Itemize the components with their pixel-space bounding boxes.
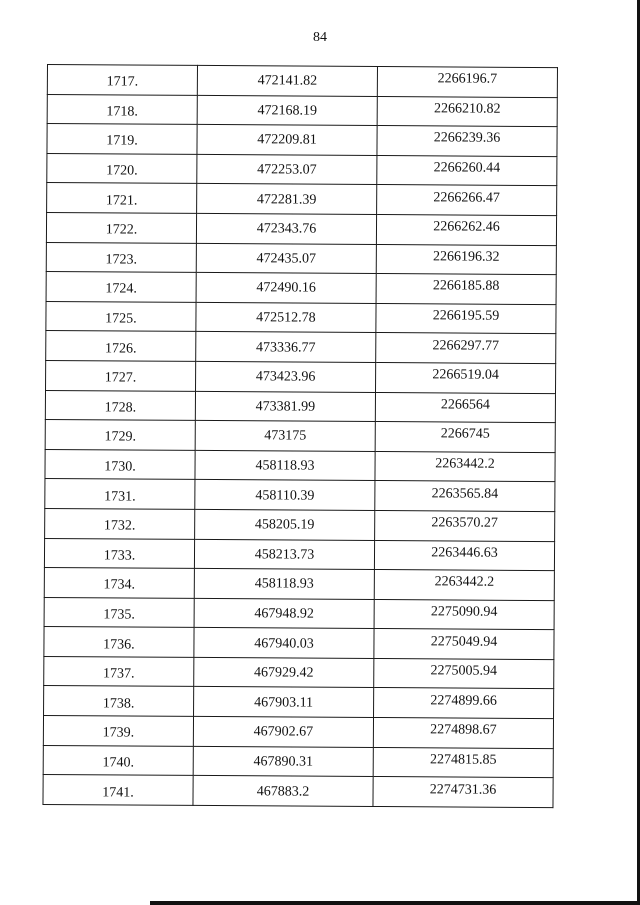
x-coordinate-cell (196, 213, 376, 244)
y-coordinate-cell-text: 2275049.94 (430, 633, 498, 650)
x-coordinate-cell (193, 746, 373, 777)
y-coordinate-cell (373, 718, 553, 749)
point-number-cell (46, 272, 196, 303)
point-number-cell-text: 1726. (104, 341, 137, 357)
point-number-cell (43, 745, 193, 776)
x-coordinate-cell-text: 473175 (264, 428, 307, 445)
point-number-cell (44, 627, 194, 658)
y-coordinate-cell-text: 2266239.36 (433, 130, 501, 147)
point-number-cell-text: 1730. (104, 459, 136, 475)
point-number-cell (45, 420, 195, 451)
x-coordinate-cell (196, 273, 376, 304)
x-coordinate-cell (195, 509, 375, 540)
y-coordinate-cell (377, 185, 557, 216)
x-coordinate-cell-text: 467883.2 (256, 783, 310, 800)
x-coordinate-cell-text: 467902.67 (253, 724, 314, 740)
y-coordinate-cell (377, 126, 557, 157)
point-number-cell (43, 775, 193, 806)
x-coordinate-cell (197, 184, 377, 215)
point-number-cell (45, 449, 195, 480)
x-coordinate-cell (194, 628, 374, 659)
y-coordinate-cell-text: 2266564 (440, 397, 490, 413)
y-coordinate-cell-text: 2274731.36 (429, 781, 497, 798)
x-coordinate-cell (194, 569, 374, 600)
y-coordinate-cell-text: 2266210.82 (433, 101, 501, 117)
y-coordinate-cell-text: 2266185.88 (432, 278, 500, 295)
x-coordinate-cell (195, 391, 375, 422)
y-coordinate-cell-text: 2263446.63 (431, 545, 498, 561)
point-number-cell-text: 1740. (102, 755, 135, 771)
point-number-cell (45, 390, 195, 421)
y-coordinate-cell-text: 2263442.2 (434, 574, 495, 591)
x-coordinate-cell-text: 467929.42 (253, 665, 314, 681)
x-coordinate-cell-text: 467948.92 (254, 606, 314, 622)
y-coordinate-cell-text: 2263442.2 (435, 456, 495, 472)
point-number-cell (44, 538, 194, 569)
y-coordinate-cell-text: 2266262.46 (433, 219, 500, 236)
x-coordinate-cell (194, 687, 374, 718)
y-coordinate-cell (377, 155, 557, 186)
x-coordinate-cell-text: 472490.16 (256, 280, 316, 297)
x-coordinate-cell (194, 539, 374, 570)
x-coordinate-cell-text: 467903.11 (254, 695, 314, 711)
x-coordinate-cell (193, 716, 373, 747)
table-row (47, 124, 557, 157)
y-coordinate-cell (375, 392, 555, 423)
x-coordinate-cell-text: 472209.81 (257, 132, 317, 149)
x-coordinate-cell-text: 472435.07 (256, 251, 317, 267)
y-coordinate-cell (376, 274, 556, 305)
x-coordinate-cell (195, 421, 375, 452)
table-row (46, 212, 556, 245)
point-number-cell-text: 1736. (103, 636, 135, 653)
y-coordinate-cell-text: 2266196.7 (437, 71, 498, 88)
y-coordinate-cell-text: 2275005.94 (430, 663, 498, 679)
table-row (46, 242, 556, 275)
x-coordinate-cell-text: 472512.78 (256, 310, 316, 326)
y-coordinate-cell-text: 2266745 (440, 426, 490, 443)
table-row (45, 479, 555, 512)
point-number-cell (45, 479, 195, 510)
x-coordinate-cell-text: 472141.82 (257, 73, 318, 89)
point-number-cell-text: 1717. (106, 74, 139, 90)
point-number-cell-text: 1728. (104, 400, 137, 416)
table-row (44, 538, 554, 571)
table-row (44, 568, 554, 601)
x-coordinate-cell-text: 458205.19 (254, 517, 315, 533)
y-coordinate-cell (376, 362, 556, 393)
x-coordinate-cell (195, 480, 375, 511)
x-coordinate-cell-text: 473381.99 (255, 399, 316, 415)
point-number-cell-text: 1737. (102, 666, 135, 682)
table-row (46, 331, 556, 364)
y-coordinate-cell-text: 2266195.59 (432, 308, 500, 324)
y-coordinate-cell-text: 2266260.44 (433, 160, 501, 176)
point-number-cell-text: 1725. (105, 311, 137, 327)
table-row (46, 272, 556, 305)
point-number-cell-text: 1723. (105, 252, 138, 268)
point-number-cell-text: 1722. (105, 222, 138, 238)
x-coordinate-cell-text: 472281.39 (256, 191, 317, 208)
table-row (47, 153, 557, 186)
table-row (44, 627, 554, 660)
y-coordinate-cell (375, 510, 555, 541)
point-number-cell-text: 1735. (103, 607, 135, 623)
x-coordinate-cell-text: 473336.77 (255, 339, 316, 356)
x-coordinate-cell-text: 472253.07 (257, 162, 317, 178)
x-coordinate-cell (197, 65, 377, 96)
y-coordinate-cell (374, 658, 554, 689)
x-coordinate-cell (197, 125, 377, 156)
point-number-cell (45, 508, 195, 539)
table-row (47, 94, 557, 127)
x-coordinate-cell (193, 776, 373, 807)
x-coordinate-cell-text: 458110.39 (255, 487, 315, 504)
point-number-cell-text: 1727. (104, 370, 137, 386)
point-number-cell-text: 1734. (103, 577, 136, 593)
table-row (44, 597, 554, 630)
table-row (47, 65, 557, 98)
point-number-cell (43, 716, 193, 747)
x-coordinate-cell-text: 458118.93 (255, 458, 315, 474)
point-number-cell (47, 183, 197, 214)
table-row (46, 360, 556, 393)
point-number-cell-text: 1741. (102, 784, 134, 801)
point-number-cell-text: 1738. (102, 696, 135, 712)
y-coordinate-cell-text: 2263570.27 (431, 515, 498, 531)
y-coordinate-cell (374, 570, 554, 601)
point-number-cell-text: 1731. (104, 488, 136, 505)
point-number-cell-text: 1724. (105, 281, 137, 298)
point-number-cell (44, 686, 194, 717)
y-coordinate-cell-text: 2266519.04 (432, 367, 499, 384)
table-row (43, 775, 553, 808)
table-row (47, 183, 557, 216)
coordinates-table (42, 64, 558, 808)
y-coordinate-cell (375, 422, 555, 453)
y-coordinate-cell (376, 244, 556, 275)
x-coordinate-cell-text: 473423.96 (255, 369, 316, 385)
point-number-cell-text: 1732. (103, 518, 136, 534)
y-coordinate-cell (374, 599, 554, 630)
y-coordinate-cell (377, 96, 557, 127)
x-coordinate-cell (195, 450, 375, 481)
table-row (45, 449, 555, 482)
x-coordinate-cell (194, 598, 374, 629)
table-row (43, 745, 553, 778)
point-number-cell-text: 1719. (106, 133, 138, 150)
point-number-cell (46, 301, 196, 332)
x-coordinate-cell-text: 467940.03 (254, 635, 314, 652)
y-coordinate-cell-text: 2263565.84 (431, 485, 499, 502)
x-coordinate-cell-text: 472168.19 (257, 103, 318, 119)
x-coordinate-cell-text: 467890.31 (253, 754, 314, 770)
table-row (43, 716, 553, 749)
point-number-cell (46, 212, 196, 243)
x-coordinate-cell-text: 458118.93 (254, 576, 314, 593)
coordinates-table-body (43, 65, 558, 808)
x-coordinate-cell-text: 472343.76 (256, 221, 317, 237)
point-number-cell (47, 153, 197, 184)
x-coordinate-cell (196, 332, 376, 363)
x-coordinate-cell (196, 302, 376, 333)
point-number-cell (46, 331, 196, 362)
y-coordinate-cell-text: 2266266.47 (433, 190, 500, 206)
point-number-cell (46, 360, 196, 391)
y-coordinate-cell (376, 333, 556, 364)
point-number-cell (47, 65, 197, 96)
table-row (44, 656, 554, 689)
y-coordinate-cell-text: 2274815.85 (429, 752, 497, 768)
point-number-cell-text: 1721. (105, 193, 138, 209)
table-row (45, 508, 555, 541)
y-coordinate-cell (375, 451, 555, 482)
y-coordinate-cell (373, 777, 553, 808)
y-coordinate-cell-text: 2274899.66 (430, 693, 497, 709)
point-number-cell (44, 597, 194, 628)
y-coordinate-cell (375, 481, 555, 512)
point-number-cell (47, 94, 197, 125)
point-number-cell-text: 1733. (103, 548, 136, 564)
point-number-cell-text: 1718. (106, 104, 139, 120)
y-coordinate-cell-text: 2275090.94 (430, 604, 498, 620)
page-number: 84 (313, 30, 327, 45)
y-coordinate-cell-text: 2274898.67 (430, 722, 497, 739)
table-row (45, 390, 555, 423)
y-coordinate-cell-text: 2266196.32 (433, 249, 500, 265)
point-number-cell (44, 568, 194, 599)
y-coordinate-cell (374, 688, 554, 719)
y-coordinate-cell (374, 629, 554, 660)
y-coordinate-cell (373, 747, 553, 778)
y-coordinate-cell (374, 540, 554, 571)
scan-border-bottom (150, 901, 640, 905)
point-number-cell (46, 242, 196, 273)
y-coordinate-cell-text: 2266297.77 (432, 338, 500, 354)
point-number-cell (47, 124, 197, 155)
point-number-cell (44, 656, 194, 687)
x-coordinate-cell (197, 95, 377, 126)
table-row (44, 686, 554, 719)
x-coordinate-cell (197, 154, 377, 185)
table-row (45, 420, 555, 453)
point-number-cell-text: 1729. (104, 429, 137, 445)
y-coordinate-cell (377, 67, 557, 98)
point-number-cell-text: 1739. (102, 725, 135, 741)
x-coordinate-cell-text: 458213.73 (254, 547, 315, 563)
x-coordinate-cell (194, 657, 374, 688)
y-coordinate-cell (376, 303, 556, 334)
y-coordinate-cell (376, 214, 556, 245)
x-coordinate-cell (196, 361, 376, 392)
x-coordinate-cell (196, 243, 376, 274)
table-row (46, 301, 556, 334)
point-number-cell-text: 1720. (106, 163, 138, 179)
